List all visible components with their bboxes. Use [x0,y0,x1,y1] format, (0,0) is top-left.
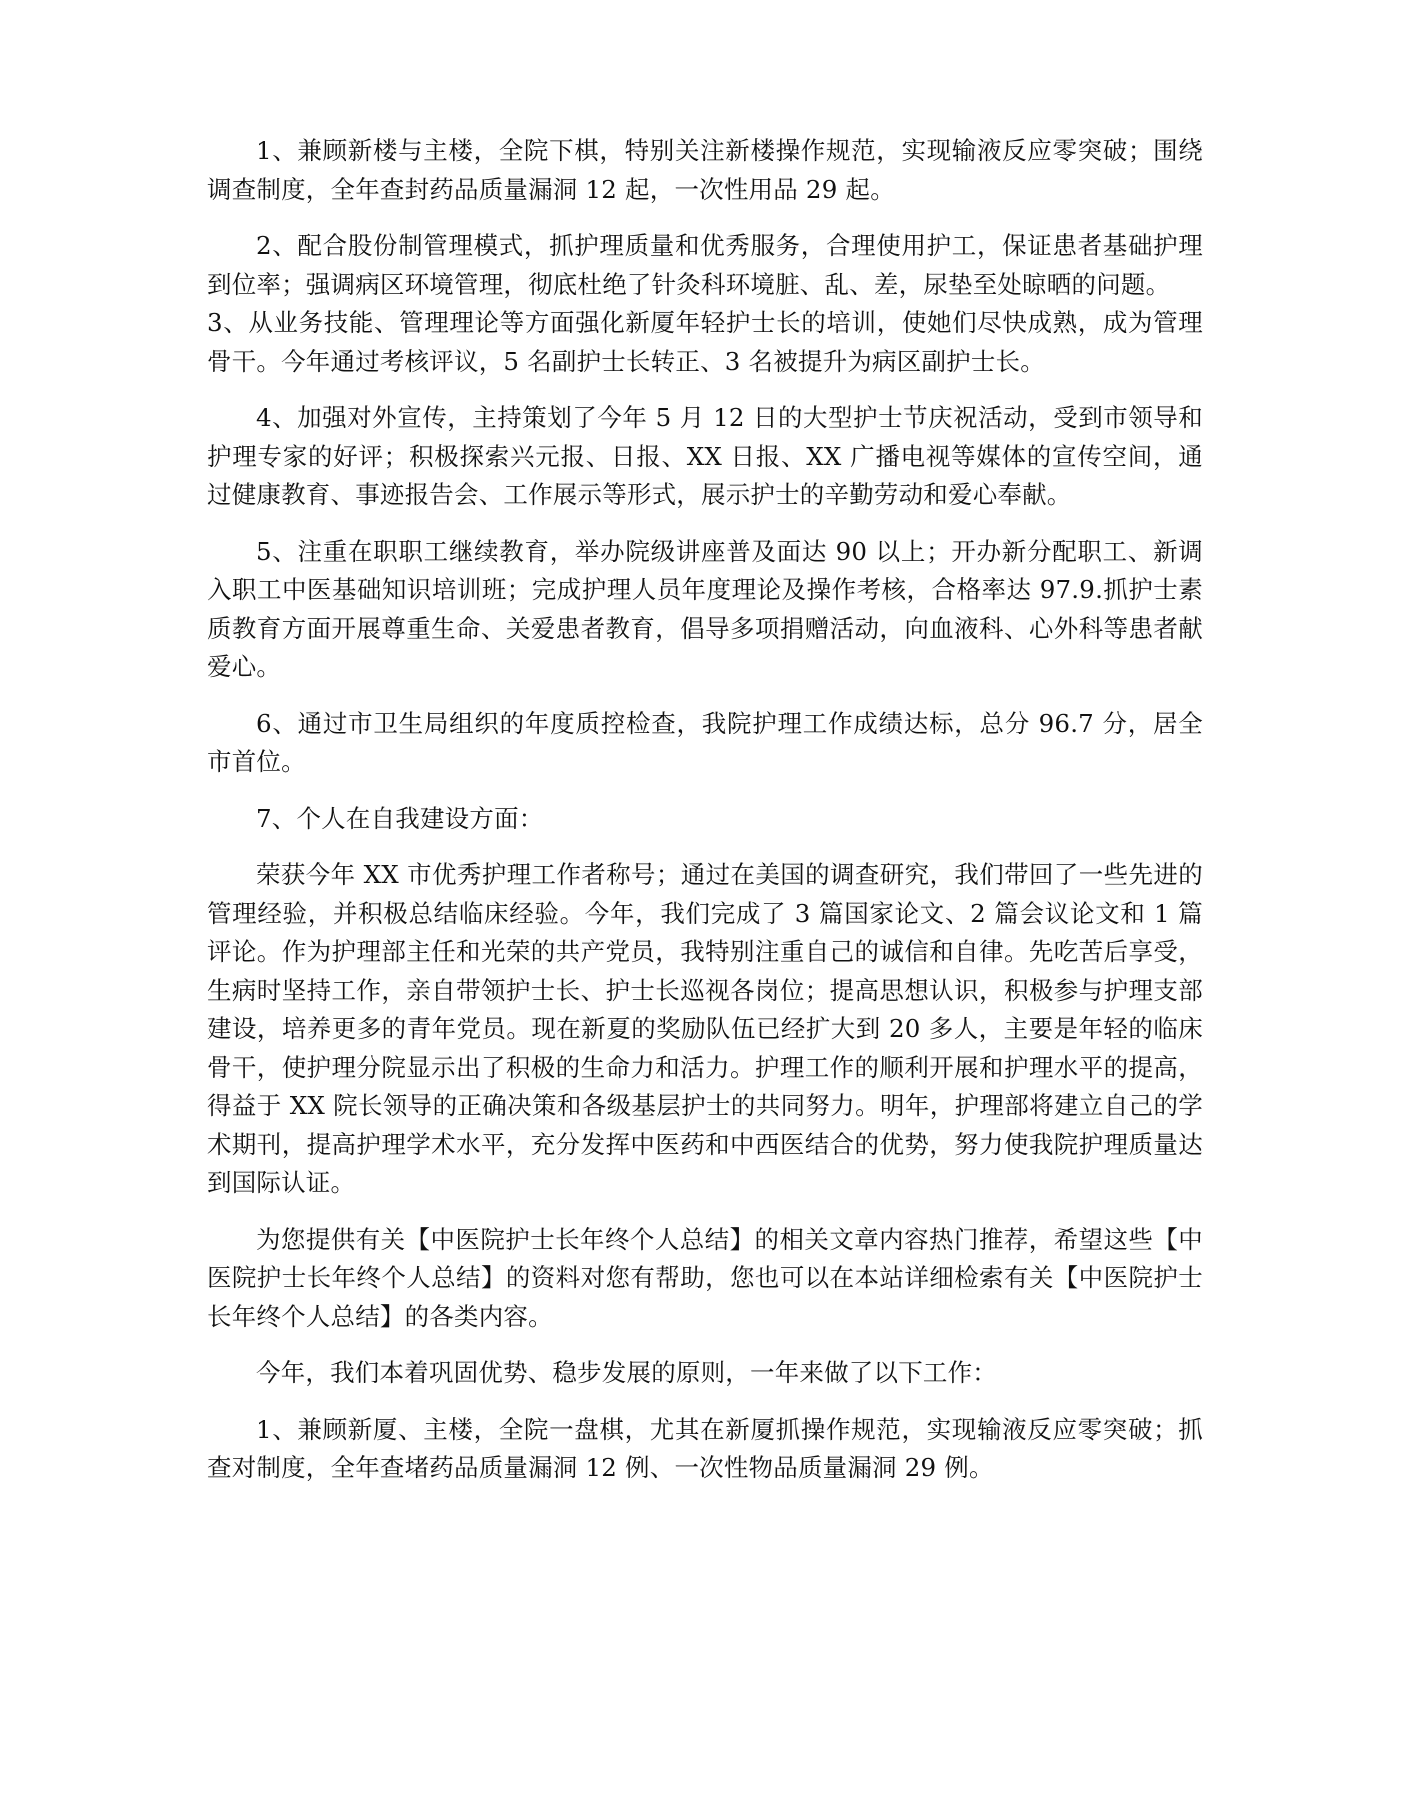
paragraph-1: 1、兼顾新楼与主楼，全院下棋，特别关注新楼操作规范，实现输液反应零突破；围绕调查制度，全年查封药品质量漏洞 12 起，一次性用品 29 起。 [207,136,1203,204]
paragraph-6: 6、通过市卫生局组织的年度质控检查，我院护理工作成绩达标，总分 96.7 分，居全市首位。 [207,708,1203,776]
paragraph-4: 4、加强对外宣传，主持策划了今年 5 月 12 日的大型护士节庆祝活动，受到市领导和护理专家的好评；积极探索兴元报、日报、XX 日报、XX 广播电视等媒体的宣传空间，通过健康教育、事迹报告会、工作展示等形式，展示护士的辛勤劳动和爱心奉献。 [207,403,1203,509]
paragraph-8: 荣获今年 XX 市优秀护理工作者称号；通过在美国的调查研究，我们带回了一些先进的管理经验，并积极总结临床经验。今年，我们完成了 3 篇国家论文、2 篇会议论文和 1 篇评论。作为护理部主任和光荣的共产党员，我特别注重自己的诚信和自律。先吃苦后享受，生病时坚持工作，亲自带领护士长、护士长巡视各岗位；提高思想认识，积极参与护理支部建设，培养更多的青年党员。现在新夏的奖励队伍已经扩大到 20 多人，主要是年轻的临床骨干，使护理分院显示出了积极的生命力和活力。护理工作的顺利开展和护理水平的提高，得益于 XX 院长领导的正确决策和各级基层护士的共同努力。明年，护理部将建立自己的学术期刊，提高护理学术水平，充分发挥中医药和中西医结合的优势，努力使我院护理质量达到国际认证。 [207,860,1203,1197]
document-body [207,132,1203,1506]
paragraph-2: 2、配合股份制管理模式，抓护理质量和优秀服务，合理使用护工，保证患者基础护理到位率；强调病区环境管理，彻底杜绝了针灸科环境脏、乱、差，尿垫至处晾晒的问题。 [207,231,1203,299]
paragraph-10: 今年，我们本着巩固优势、稳步发展的原则，一年来做了以下工作： [256,1358,997,1387]
paragraph-3: 3、从业务技能、管理理论等方面强化新厦年轻护士长的培训，使她们尽快成熟，成为管理骨干。今年通过考核评议，5 名副护士长转正、3 名被提升为病区副护士长。 [207,308,1203,376]
paragraph-11: 1、兼顾新厦、主楼，全院一盘棋，尤其在新厦抓操作规范，实现输液反应零突破；抓查对制度，全年查堵药品质量漏洞 12 例、一次性物品质量漏洞 29 例。 [207,1414,1203,1482]
paragraph-7: 7、个人在自我建设方面： [256,803,544,833]
paragraph-9: 为您提供有关【中医院护士长年终个人总结】的相关文章内容热门推荐，希望这些【中医院护士长年终个人总结】的资料对您有帮助，您也可以在本站详细检索有关【中医院护士长年终个人总结】的各类内容。 [207,1224,1203,1331]
paragraph-5: 5、注重在职职工继续教育，举办院级讲座普及面达 90 以上；开办新分配职工、新调入职工中医基础知识培训班；完成护理人员年度理论及操作考核，合格率达 97.9.抓护士素质教育方面开展尊重生命、关爱患者教育，倡导多项捐赠活动，向血液科、心外科等患者献爱心。 [207,536,1203,681]
